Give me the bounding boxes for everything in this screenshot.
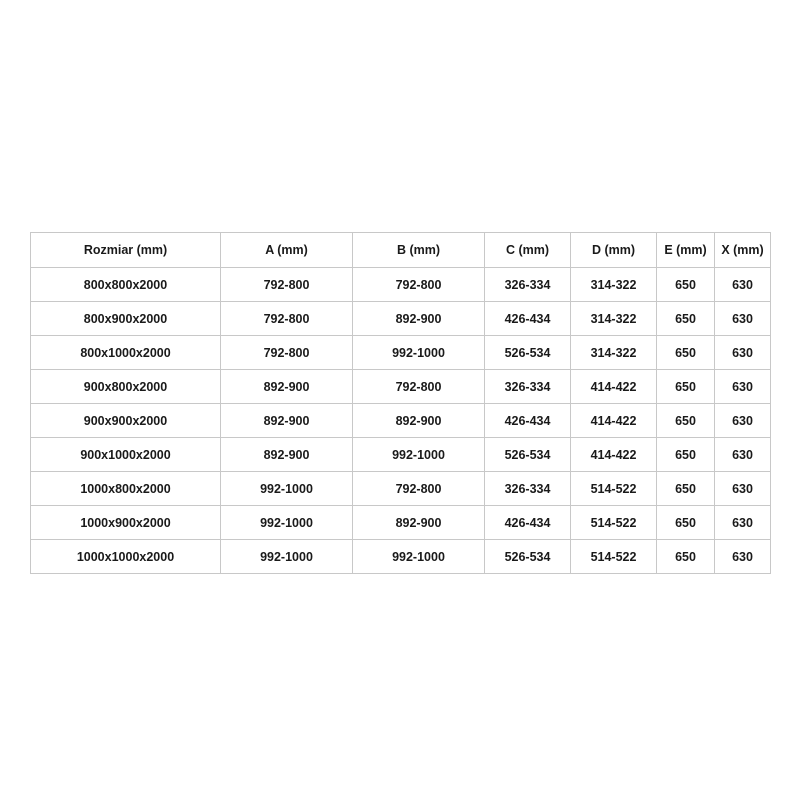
dimensions-table	[30, 232, 771, 574]
column-header-b: B (mm)	[353, 233, 485, 268]
cell-a: 892-900	[221, 370, 353, 404]
cell-x: 630	[715, 302, 771, 336]
table-row	[31, 472, 771, 506]
cell-x: 630	[715, 370, 771, 404]
column-header-e: E (mm)	[657, 233, 715, 268]
cell-size: 800x1000x2000	[31, 336, 221, 370]
cell-d: 414-422	[571, 438, 657, 472]
cell-x: 630	[715, 540, 771, 574]
cell-x: 630	[715, 506, 771, 540]
column-header-d: D (mm)	[571, 233, 657, 268]
cell-c: 426-434	[485, 506, 571, 540]
cell-b: 992-1000	[353, 540, 485, 574]
cell-e: 650	[657, 336, 715, 370]
cell-e: 650	[657, 506, 715, 540]
cell-c: 526-534	[485, 438, 571, 472]
cell-b: 892-900	[353, 302, 485, 336]
cell-b: 892-900	[353, 506, 485, 540]
cell-a: 992-1000	[221, 506, 353, 540]
cell-a: 892-900	[221, 438, 353, 472]
column-header-x: X (mm)	[715, 233, 771, 268]
table-header-row	[31, 233, 771, 268]
cell-c: 526-534	[485, 540, 571, 574]
cell-e: 650	[657, 370, 715, 404]
cell-size: 1000x1000x2000	[31, 540, 221, 574]
cell-d: 314-322	[571, 302, 657, 336]
cell-a: 892-900	[221, 404, 353, 438]
cell-x: 630	[715, 438, 771, 472]
cell-c: 326-334	[485, 268, 571, 302]
cell-a: 792-800	[221, 336, 353, 370]
cell-e: 650	[657, 540, 715, 574]
cell-d: 514-522	[571, 472, 657, 506]
table-row	[31, 370, 771, 404]
cell-e: 650	[657, 472, 715, 506]
cell-b: 792-800	[353, 370, 485, 404]
table-row	[31, 268, 771, 302]
dimensions-table-container	[30, 232, 770, 574]
cell-c: 326-334	[485, 472, 571, 506]
cell-size: 800x900x2000	[31, 302, 221, 336]
cell-d: 414-422	[571, 404, 657, 438]
cell-c: 426-434	[485, 302, 571, 336]
cell-a: 792-800	[221, 268, 353, 302]
cell-size: 1000x800x2000	[31, 472, 221, 506]
cell-a: 792-800	[221, 302, 353, 336]
cell-x: 630	[715, 472, 771, 506]
cell-b: 792-800	[353, 268, 485, 302]
cell-d: 414-422	[571, 370, 657, 404]
table-row	[31, 506, 771, 540]
table-row	[31, 438, 771, 472]
cell-b: 992-1000	[353, 438, 485, 472]
cell-x: 630	[715, 336, 771, 370]
cell-size: 800x800x2000	[31, 268, 221, 302]
cell-d: 314-322	[571, 268, 657, 302]
cell-x: 630	[715, 404, 771, 438]
cell-e: 650	[657, 302, 715, 336]
cell-a: 992-1000	[221, 472, 353, 506]
cell-x: 630	[715, 268, 771, 302]
cell-d: 314-322	[571, 336, 657, 370]
cell-c: 526-534	[485, 336, 571, 370]
cell-size: 1000x900x2000	[31, 506, 221, 540]
cell-e: 650	[657, 404, 715, 438]
cell-b: 792-800	[353, 472, 485, 506]
column-header-c: C (mm)	[485, 233, 571, 268]
table-row	[31, 302, 771, 336]
cell-size: 900x900x2000	[31, 404, 221, 438]
cell-e: 650	[657, 268, 715, 302]
cell-b: 992-1000	[353, 336, 485, 370]
cell-d: 514-522	[571, 540, 657, 574]
cell-c: 426-434	[485, 404, 571, 438]
cell-a: 992-1000	[221, 540, 353, 574]
column-header-a: A (mm)	[221, 233, 353, 268]
cell-size: 900x1000x2000	[31, 438, 221, 472]
table-row	[31, 336, 771, 370]
table-row	[31, 404, 771, 438]
cell-e: 650	[657, 438, 715, 472]
cell-c: 326-334	[485, 370, 571, 404]
cell-d: 514-522	[571, 506, 657, 540]
column-header-size: Rozmiar (mm)	[31, 233, 221, 268]
cell-size: 900x800x2000	[31, 370, 221, 404]
table-row	[31, 540, 771, 574]
cell-b: 892-900	[353, 404, 485, 438]
